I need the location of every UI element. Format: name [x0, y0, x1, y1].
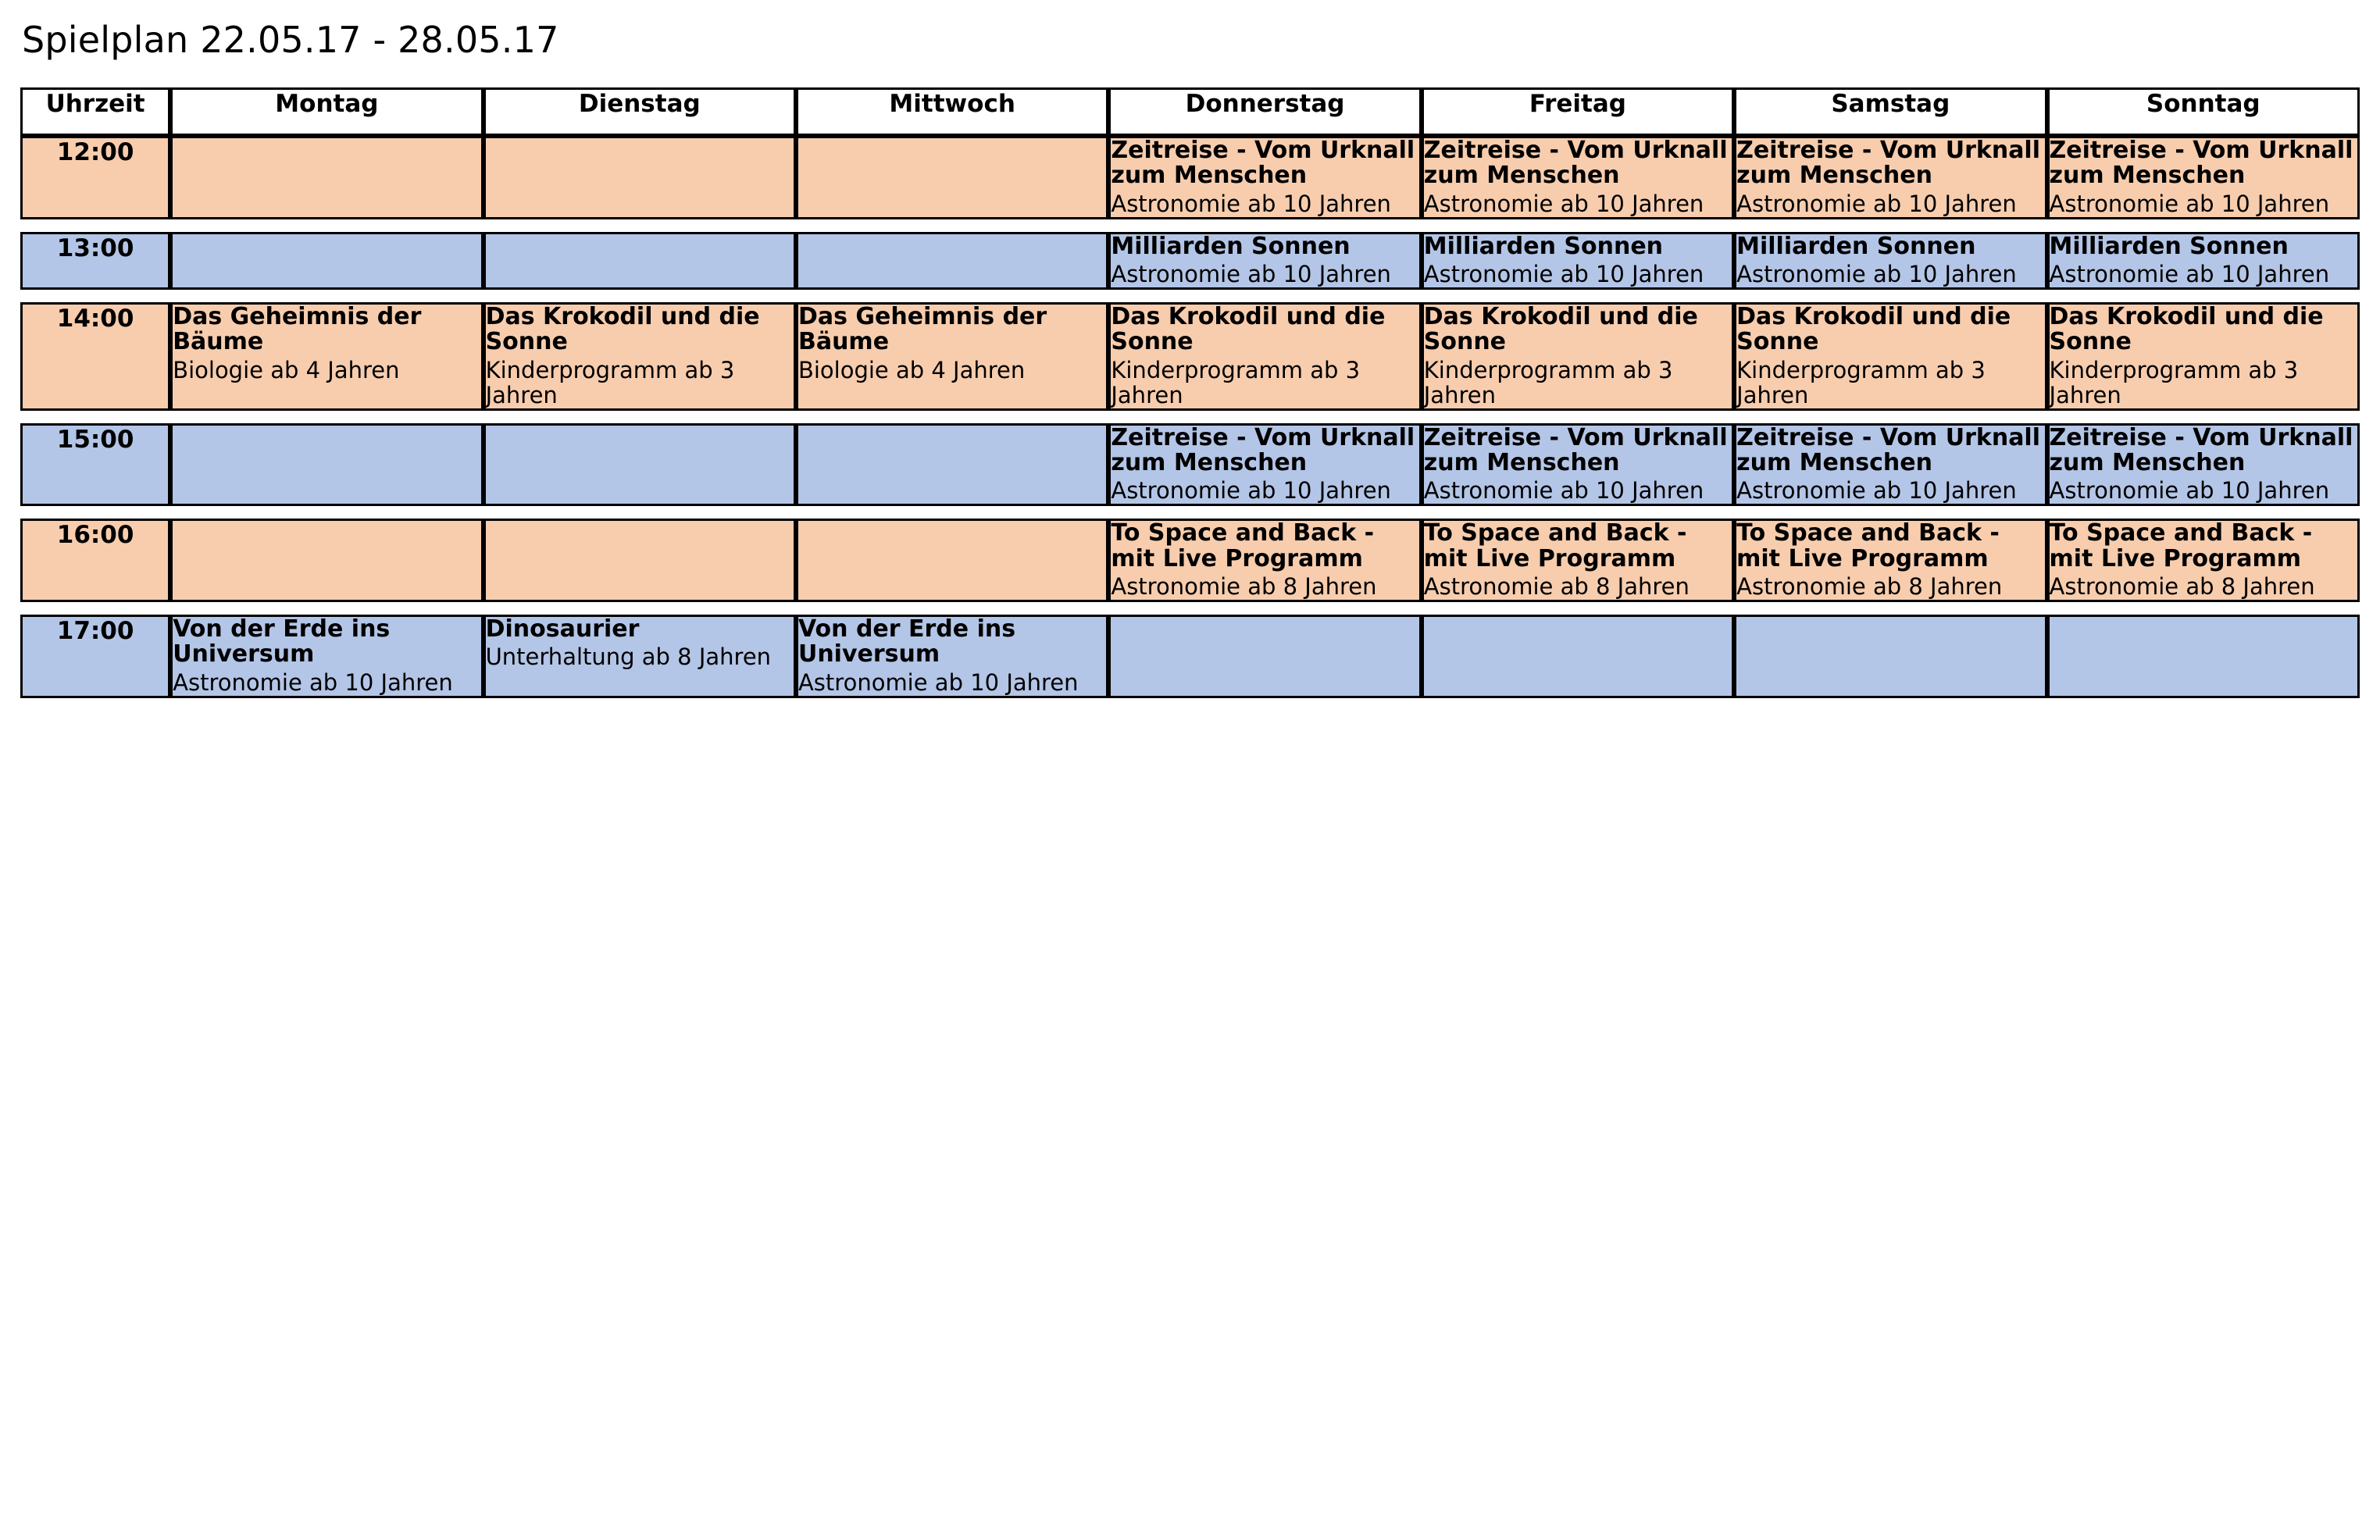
schedule-slot-empty	[1734, 615, 2046, 698]
event-subtitle: Astronomie ab 10 Jahren	[1736, 190, 2017, 217]
time-label: 16:00	[20, 519, 170, 602]
event-subtitle: Astronomie ab 10 Jahren	[1423, 477, 1704, 504]
schedule-slot[interactable]	[1108, 232, 1421, 290]
schedule-slot-empty	[483, 519, 796, 602]
event-title: Von der Erde ins Universum	[173, 615, 391, 668]
column-header-freitag: Freitag	[1422, 87, 1734, 136]
event-subtitle: Astronomie ab 10 Jahren	[2049, 261, 2330, 288]
event-subtitle: Astronomie ab 8 Jahren	[2049, 572, 2315, 600]
event-title: Zeitreise - Vom Urknall zum Menschen	[1736, 137, 2040, 190]
event-subtitle: Astronomie ab 10 Jahren	[1111, 190, 1391, 217]
schedule-slot[interactable]	[1734, 519, 2046, 602]
schedule-slot-empty	[2047, 615, 2360, 698]
event-subtitle: Astronomie ab 10 Jahren	[797, 668, 1079, 696]
event-title: To Space and Back - mit Live Programm	[1423, 519, 1687, 572]
event-title: Zeitreise - Vom Urknall zum Menschen	[2049, 423, 2353, 476]
event-title: Zeitreise - Vom Urknall zum Menschen	[1111, 137, 1415, 190]
schedule-slot-empty	[170, 136, 483, 219]
event-title: Zeitreise - Vom Urknall zum Menschen	[1423, 137, 1728, 190]
schedule-slot[interactable]	[483, 615, 796, 698]
event-subtitle: Biologie ab 4 Jahren	[797, 356, 1026, 383]
event-title: Milliarden Sonnen	[2049, 232, 2289, 260]
event-title: To Space and Back - mit Live Programm	[1111, 519, 1375, 572]
event-subtitle: Kinderprogramm ab 3 Jahren	[485, 356, 735, 408]
row-spacer	[20, 411, 2360, 423]
row-spacer	[20, 219, 2360, 232]
table-row	[20, 302, 2360, 411]
column-header-uhrzeit: Uhrzeit	[20, 87, 170, 136]
event-title: Milliarden Sonnen	[1736, 232, 1976, 260]
time-label: 13:00	[20, 232, 170, 290]
column-header-sonntag: Sonntag	[2047, 87, 2360, 136]
schedule-slot-empty	[483, 232, 796, 290]
event-title: Zeitreise - Vom Urknall zum Menschen	[2049, 137, 2353, 190]
schedule-slot[interactable]	[2047, 302, 2360, 411]
event-subtitle: Unterhaltung ab 8 Jahren	[485, 643, 772, 671]
row-spacer	[20, 290, 2360, 302]
event-title: Das Geheimnis der Bäume	[173, 302, 422, 356]
schedule-slot[interactable]	[2047, 519, 2360, 602]
column-header-montag: Montag	[170, 87, 483, 136]
schedule-slot-empty	[796, 232, 1108, 290]
schedule-slot-empty	[483, 423, 796, 507]
column-header-donnerstag: Donnerstag	[1108, 87, 1421, 136]
row-spacer	[20, 602, 2360, 615]
event-title: To Space and Back - mit Live Programm	[1736, 519, 2000, 572]
event-title: Von der Erde ins Universum	[797, 615, 1016, 668]
schedule-slot[interactable]	[170, 302, 483, 411]
event-subtitle: Kinderprogramm ab 3 Jahren	[1736, 356, 1986, 408]
page-title: Spielplan 22.05.17 - 28.05.17	[22, 19, 559, 61]
schedule-slot[interactable]	[796, 302, 1108, 411]
event-title: Dinosaurier	[485, 615, 640, 643]
schedule-slot-empty	[170, 519, 483, 602]
schedule-slot[interactable]	[1734, 423, 2046, 507]
time-label: 17:00	[20, 615, 170, 698]
event-subtitle: Biologie ab 4 Jahren	[173, 356, 400, 383]
row-spacer	[20, 506, 2360, 519]
event-subtitle: Astronomie ab 10 Jahren	[2049, 190, 2330, 217]
schedule-page	[0, 0, 2380, 698]
table-row	[20, 136, 2360, 219]
time-label: 12:00	[20, 136, 170, 219]
event-subtitle: Astronomie ab 8 Jahren	[1423, 572, 1690, 600]
schedule-slot-empty	[170, 232, 483, 290]
event-title: Das Krokodil und die Sonne	[2049, 302, 2324, 356]
event-subtitle: Astronomie ab 10 Jahren	[173, 668, 453, 696]
schedule-slot-empty	[1422, 615, 1734, 698]
row-spacer-cell	[20, 506, 2360, 519]
event-subtitle: Kinderprogramm ab 3 Jahren	[1423, 356, 1673, 408]
event-title: Das Krokodil und die Sonne	[1423, 302, 1698, 356]
schedule-slot[interactable]	[483, 302, 796, 411]
row-spacer-cell	[20, 219, 2360, 232]
event-title: Milliarden Sonnen	[1111, 232, 1351, 260]
schedule-slot[interactable]	[1108, 136, 1421, 219]
schedule-slot-empty	[796, 136, 1108, 219]
time-label: 14:00	[20, 302, 170, 411]
schedule-slot-empty	[483, 136, 796, 219]
row-spacer-cell	[20, 602, 2360, 615]
event-subtitle: Kinderprogramm ab 3 Jahren	[2049, 356, 2299, 408]
event-title: Zeitreise - Vom Urknall zum Menschen	[1423, 423, 1728, 476]
row-spacer-cell	[20, 411, 2360, 423]
event-subtitle: Astronomie ab 10 Jahren	[1111, 477, 1391, 504]
event-subtitle: Astronomie ab 10 Jahren	[1736, 477, 2017, 504]
event-title: Zeitreise - Vom Urknall zum Menschen	[1736, 423, 2040, 476]
time-label: 15:00	[20, 423, 170, 507]
event-subtitle: Astronomie ab 10 Jahren	[2049, 477, 2330, 504]
schedule-slot-empty	[170, 423, 483, 507]
schedule-slot[interactable]	[1422, 519, 1734, 602]
schedule-slot[interactable]	[170, 615, 483, 698]
schedule-slot-empty	[796, 423, 1108, 507]
schedule-slot[interactable]	[1108, 423, 1421, 507]
event-title: Das Krokodil und die Sonne	[1736, 302, 2011, 356]
schedule-slot[interactable]	[1734, 136, 2046, 219]
header-row	[20, 87, 2360, 136]
schedule-slot[interactable]	[2047, 232, 2360, 290]
schedule-slot[interactable]	[2047, 136, 2360, 219]
event-title: Zeitreise - Vom Urknall zum Menschen	[1111, 423, 1415, 476]
schedule-slot[interactable]	[1422, 423, 1734, 507]
table-body	[20, 136, 2360, 698]
event-subtitle: Astronomie ab 8 Jahren	[1736, 572, 2003, 600]
schedule-slot-empty	[796, 519, 1108, 602]
event-title: Milliarden Sonnen	[1423, 232, 1664, 260]
event-title: Das Krokodil und die Sonne	[485, 302, 760, 356]
schedule-slot[interactable]	[2047, 423, 2360, 507]
column-header-samstag: Samstag	[1734, 87, 2046, 136]
column-header-dienstag: Dienstag	[483, 87, 796, 136]
schedule-slot-empty	[1108, 615, 1421, 698]
column-header-mittwoch: Mittwoch	[796, 87, 1108, 136]
schedule-slot[interactable]	[1422, 302, 1734, 411]
event-subtitle: Astronomie ab 8 Jahren	[1111, 572, 1377, 600]
table-row	[20, 423, 2360, 507]
table-row	[20, 232, 2360, 290]
event-title: Das Krokodil und die Sonne	[1111, 302, 1386, 356]
table-row	[20, 615, 2360, 698]
table-row	[20, 519, 2360, 602]
event-title: Das Geheimnis der Bäume	[797, 302, 1047, 356]
schedule-table	[20, 87, 2360, 698]
schedule-slot[interactable]	[1108, 302, 1421, 411]
table-header	[20, 87, 2360, 136]
row-spacer-cell	[20, 290, 2360, 302]
schedule-slot[interactable]	[1422, 136, 1734, 219]
event-subtitle: Astronomie ab 10 Jahren	[1736, 261, 2017, 288]
event-subtitle: Astronomie ab 10 Jahren	[1423, 261, 1704, 288]
schedule-slot[interactable]	[1108, 519, 1421, 602]
schedule-slot[interactable]	[1734, 302, 2046, 411]
event-title: To Space and Back - mit Live Programm	[2049, 519, 2313, 572]
event-subtitle: Astronomie ab 10 Jahren	[1111, 261, 1391, 288]
schedule-slot[interactable]	[796, 615, 1108, 698]
schedule-slot[interactable]	[1734, 232, 2046, 290]
schedule-slot[interactable]	[1422, 232, 1734, 290]
event-subtitle: Kinderprogramm ab 3 Jahren	[1111, 356, 1361, 408]
event-subtitle: Astronomie ab 10 Jahren	[1423, 190, 1704, 217]
